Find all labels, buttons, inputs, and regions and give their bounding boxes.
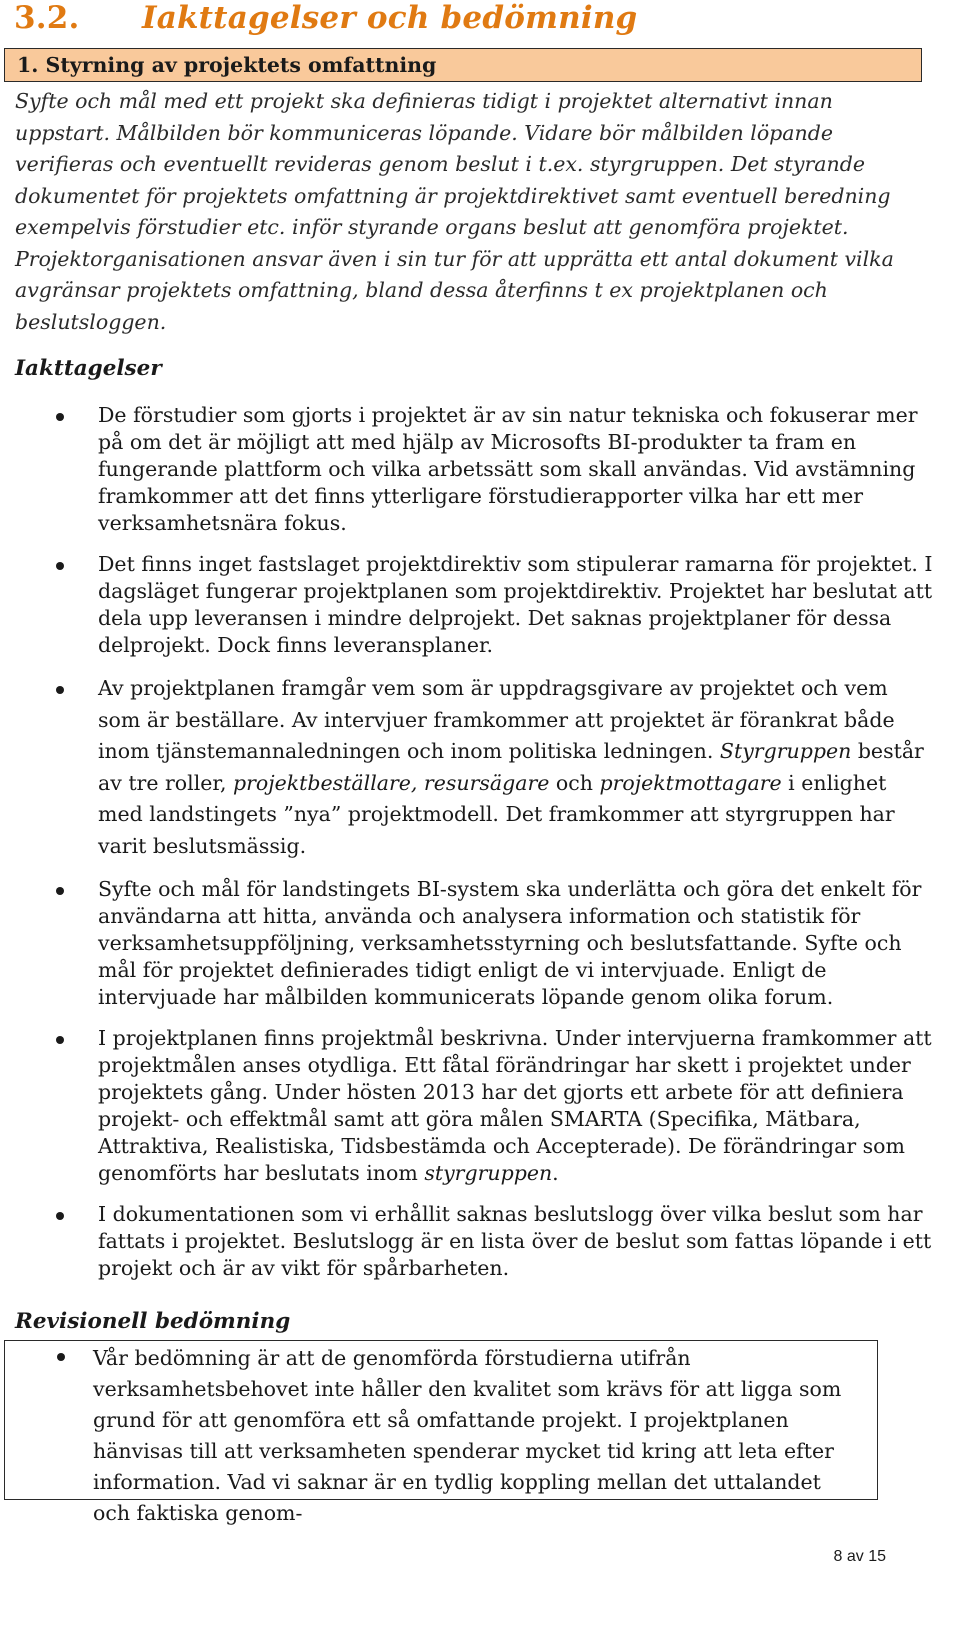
bullet-icon (56, 887, 64, 895)
bullet-icon (56, 413, 64, 421)
list-item (0, 402, 934, 537)
section-title (14, 0, 637, 36)
observation-text-part: I projektplanen finns projektmål beskrivna. Under intervjuerna framkommer att projektmålen anses otydliga. Ett fåtal förändringar har skett i projektet under projektets gång. Under hösten 2013 har det gjorts ett arbete för att definiera projekt- och effektmål samt att göra målen SMARTA (Specifika, Mätbara, Attraktiva, Realistiska, Tidsbestämda och Accepterade). De förändringar som genomförts har beslutats inom (98, 1026, 932, 1185)
bullet-icon (56, 562, 64, 570)
observation-text-part: i enlighet med landstingets ”nya” projektmodell. Det framkommer att styrgruppen har varit beslutsmässig. (98, 770, 895, 858)
observation-text-part: . (552, 1161, 559, 1185)
section-number: 3.2. (14, 0, 80, 36)
list-item (0, 1201, 934, 1282)
list-item (0, 551, 934, 659)
assessment-text: Vår bedömning är att de genomförda förstudierna utifrån verksamhetsbehovet inte håller den kvalitet som krävs för att ligga som grund för att genomföra ett så omfattande projekt. I projektplanen hänvisas till att verksamheten spenderar mycket tid kring att leta efter information. Vad vi saknar är en tydlig koppling mellan det uttalandet och faktiska genom- (93, 1346, 842, 1525)
list-item (0, 1025, 934, 1187)
observation-emphasis: projektmottagare (599, 770, 782, 795)
list-item (0, 673, 934, 862)
observation-emphasis: Styrgruppen (719, 739, 852, 763)
observations-heading: Iakttagelser (15, 356, 162, 381)
observation-text-part: och (549, 770, 600, 795)
observation-emphasis: projektbeställare, resursägare (232, 770, 550, 795)
observation-text: De förstudier som gjorts i projektet är av sin natur tekniska och fokuserar mer på om det är möjligt att med hjälp av Microsofts BI-produkter ta fram en fungerande plattform och vilka arbetssätt som skall användas. Vid avstämning framkommer att det finns ytterligare förstudierapporter vilka har ett mer verksamhetsnära fokus. (98, 403, 918, 535)
criterion-text: Syfte och mål med ett projekt ska definieras tidigt i projektet alternativt innan uppstart. Målbilden bör kommuniceras löpande. Vidare bör målbilden löpande verifieras och eventuellt revideras genom beslut i t.ex. styrgruppen. Det styrande dokumentet för projektets omfattning är projektdirektivet samt eventuell beredning exempelvis förstudier etc. inför styrande organs beslut att genomföra projektet. Projektorganisationen ansvar även i sin tur för att upprätta ett antal dokument vilka avgränsar projektets omfattning, bland dessa återfinns t ex projektplanen och beslutsloggen. (15, 89, 894, 334)
bullet-icon (56, 1212, 64, 1220)
observation-text-part: Av projektplanen framgår vem som är uppdragsgivare av projektet och vem som är beställare. Av intervjuer framkommer att projektet är förankrat både inom tjänstemannaledningen och inom politiska ledningen. (98, 676, 895, 763)
bullet-icon (56, 686, 64, 694)
list-item (0, 876, 934, 1011)
observation-text: Syfte och mål för landstingets BI-system ska underlätta och göra det enkelt för användarna att hitta, använda och analysera information och statistik för verksamhetsuppföljning, verksamhetsstyrning och beslutsfattande. Syfte och mål för projektet definierades tidigt enligt de vi intervjuade. Enligt de intervjuade har målbilden kommunicerats löpande genom olika forum. (98, 877, 922, 1009)
section-title-text: Iakttagelser och bedömning (142, 0, 638, 36)
observation-text-part: består av tre roller, (98, 739, 924, 795)
bullet-icon (56, 1036, 64, 1044)
observation-text: I dokumentationen som vi erhållit saknas beslutslogg över vilka beslut som har fattats i projektet. Beslutslogg är en lista över de beslut som fattas löpande i ett projekt och är av vikt för spårbarheten. (98, 1202, 932, 1280)
assessment-heading: Revisionell bedömning (15, 1309, 291, 1334)
page-number: 8 av 15 (833, 1548, 886, 1565)
bullet-icon (57, 1353, 65, 1361)
assessment-box (4, 1340, 878, 1525)
observation-emphasis: styrgruppen (424, 1161, 553, 1185)
observation-text: Det finns inget fastslaget projektdirektiv som stipulerar ramarna för projektet. I dagsläget fungerar projektplanen som projektdirektiv. Projektet har beslutat att dela upp leveransen i mindre delprojekt. Det saknas projektplaner för dessa delprojekt. Dock finns leveransplaner. (98, 552, 933, 657)
observations-list (0, 402, 960, 1296)
criterion-header: 1. Styrning av projektets omfattning (4, 48, 922, 82)
